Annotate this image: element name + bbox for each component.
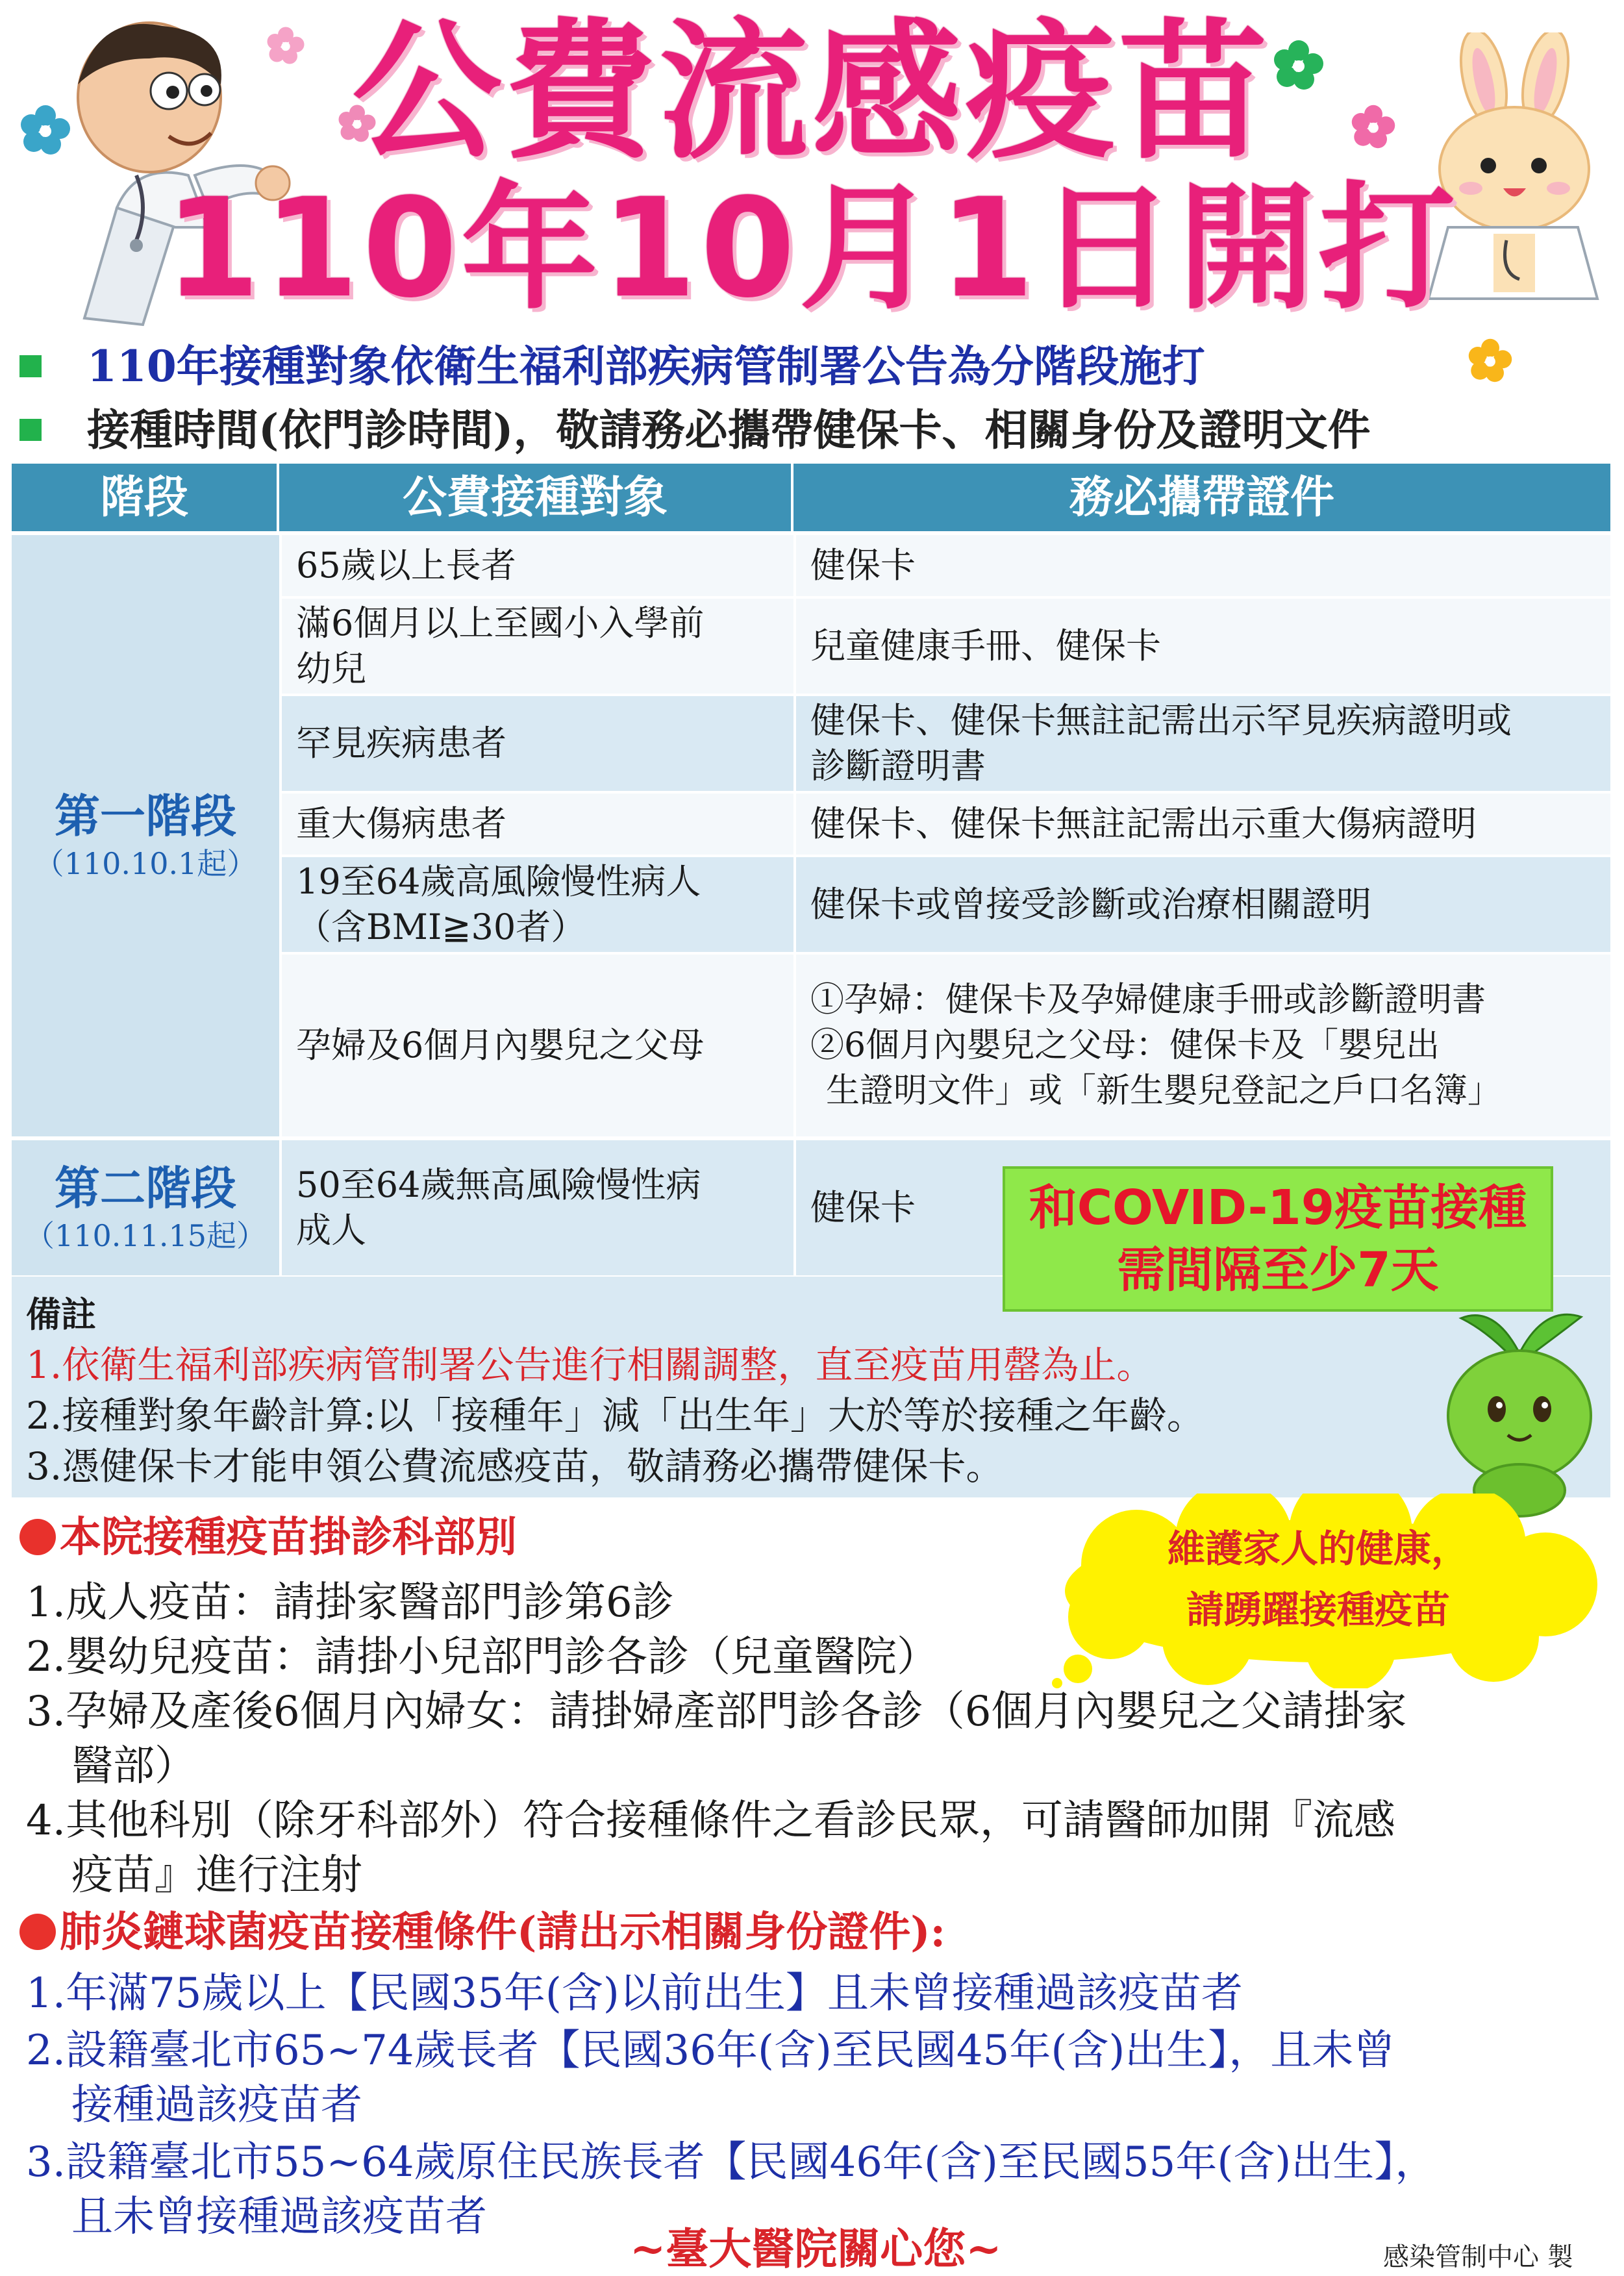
pneumo-item: 3.設籍臺北市55~64歲原住民族長者【民國46年(含)至民國55年(含)出生】， [26,2138,1437,2186]
stage-2-cell [12,1140,279,1275]
table-row-docs: 健保卡 [796,535,1610,596]
page-title: 公費流感疫苗 [352,6,1272,179]
stage-1-name: 第一階段 [55,789,236,843]
table-row-docs: 健保卡或曾接受診斷或治療相關證明 [796,857,1610,952]
footer-credit: 感染管制中心 製 [1383,2242,1573,2272]
stage-1-date: （110.10.1起） [34,846,257,881]
stage-2-date: （110.11.15起） [24,1218,267,1253]
departments-title: 本院接種疫苗掛診科部別 [19,1512,517,1564]
table-row-docs: 健保卡 [796,1140,1610,1275]
table-row-target: 滿6個月以上至國小入學前 幼兒 [282,599,793,694]
table-row-target: 65歲以上長者 [282,535,793,596]
department-item: 4.其他科別（除牙科部外）符合接種條件之看診民眾，可請醫師加開『流感 [26,1797,1396,1845]
header-stage: 階段 [12,464,279,531]
department-item: 1.成人疫苗：請掛家醫部門診第6診 [26,1579,674,1627]
page-subtitle-date: 110年10月1日開打 [165,169,1459,328]
green-square-icon [19,355,42,377]
table-row-target: 50至64歲無高風險慢性病 成人 [282,1140,793,1275]
header-target: 公費接種對象 [279,464,793,531]
note-item: 1.依衛生福利部疾病管制署公告進行相關調整，直至疫苗用罄為止。 [26,1343,1155,1387]
department-item-cont: 疫苗』進行注射 [71,1851,362,1899]
note-item: 3.憑健保卡才能申領公費流感疫苗，敬請務必攜帶健保卡。 [26,1444,1004,1488]
pneumo-item: 2.設籍臺北市65~74歲長者【民國36年(含)至民國45年(含)出生】，且未曾 [26,2027,1395,2075]
intro-line-2: 接種時間(依門診時間)，敬請務必攜帶健保卡、相關身份及證明文件 [19,403,1604,457]
cloud-line-2: 請踴躍接種疫苗 [1186,1588,1450,1632]
green-mascot-illustration [1435,1305,1604,1519]
table-row-docs: 健保卡、健保卡無註記需出示重大傷病證明 [796,794,1610,855]
table-row-target: 孕婦及6個月內嬰兒之父母 [282,955,793,1136]
header-documents: 務必攜帶證件 [793,464,1610,531]
pneumo-item-cont: 接種過該疫苗者 [71,2081,362,2129]
table-row-docs: 兒童健康手冊、健保卡 [796,599,1610,694]
intro-line-1: 110年接種對象依衛生福利部疾病管制署公告為分階段施打 [19,339,1604,394]
department-item: 2.嬰幼兒疫苗：請掛小兒部門診各診（兒童醫院） [26,1633,939,1681]
note-item: 2.接種對象年齡計算:以「接種年」減「出生年」大於等於接種之年齡。 [26,1394,1205,1438]
stage-2-name: 第二階段 [55,1161,236,1215]
stage-1-cell [12,535,279,1136]
department-item: 3.孕婦及產後6個月內婦女：請掛婦產部門診各診（6個月內嬰兒之父請掛家 [26,1688,1407,1736]
table-row-docs: ①孕婦：健保卡及孕婦健康手冊或診斷證明書 ②6個月內嬰兒之父母：健保卡及「嬰兒出 生證明文件」或「新生嬰兒登記之戶口名簿」 [796,955,1610,1136]
pneumo-item-cont: 且未曾接種過該疫苗者 [71,2193,487,2241]
red-dot-icon [19,1914,56,1950]
vaccine-eligibility-table [12,464,1610,1275]
footer-care-message: ~臺大醫院關心您~ [630,2223,1002,2274]
covid-interval-notice: 和COVID-19疫苗接種 需間隔至少7天 [1003,1166,1553,1312]
pneumo-item: 1.年滿75歲以上【民國35年(含)以前出生】且未曾接種過該疫苗者 [26,1970,1243,2018]
table-row-target: 罕見疾病患者 [282,696,793,791]
department-item-cont: 醫部） [71,1742,196,1790]
table-row-target: 19至64歲高風險慢性病人 （含BMI≧30者） [282,857,793,952]
notes-title: 備註 [26,1294,96,1335]
table-row-docs: 健保卡、健保卡無註記需出示罕見疾病證明或 診斷證明書 [796,696,1610,791]
green-square-icon [19,419,42,441]
table-row-target: 重大傷病患者 [282,794,793,855]
red-dot-icon [19,1519,56,1555]
pneumo-title: 肺炎鏈球菌疫苗接種條件(請出示相關身份證件): [19,1907,945,1958]
cloud-line-1: 維護家人的健康， [1167,1527,1469,1571]
